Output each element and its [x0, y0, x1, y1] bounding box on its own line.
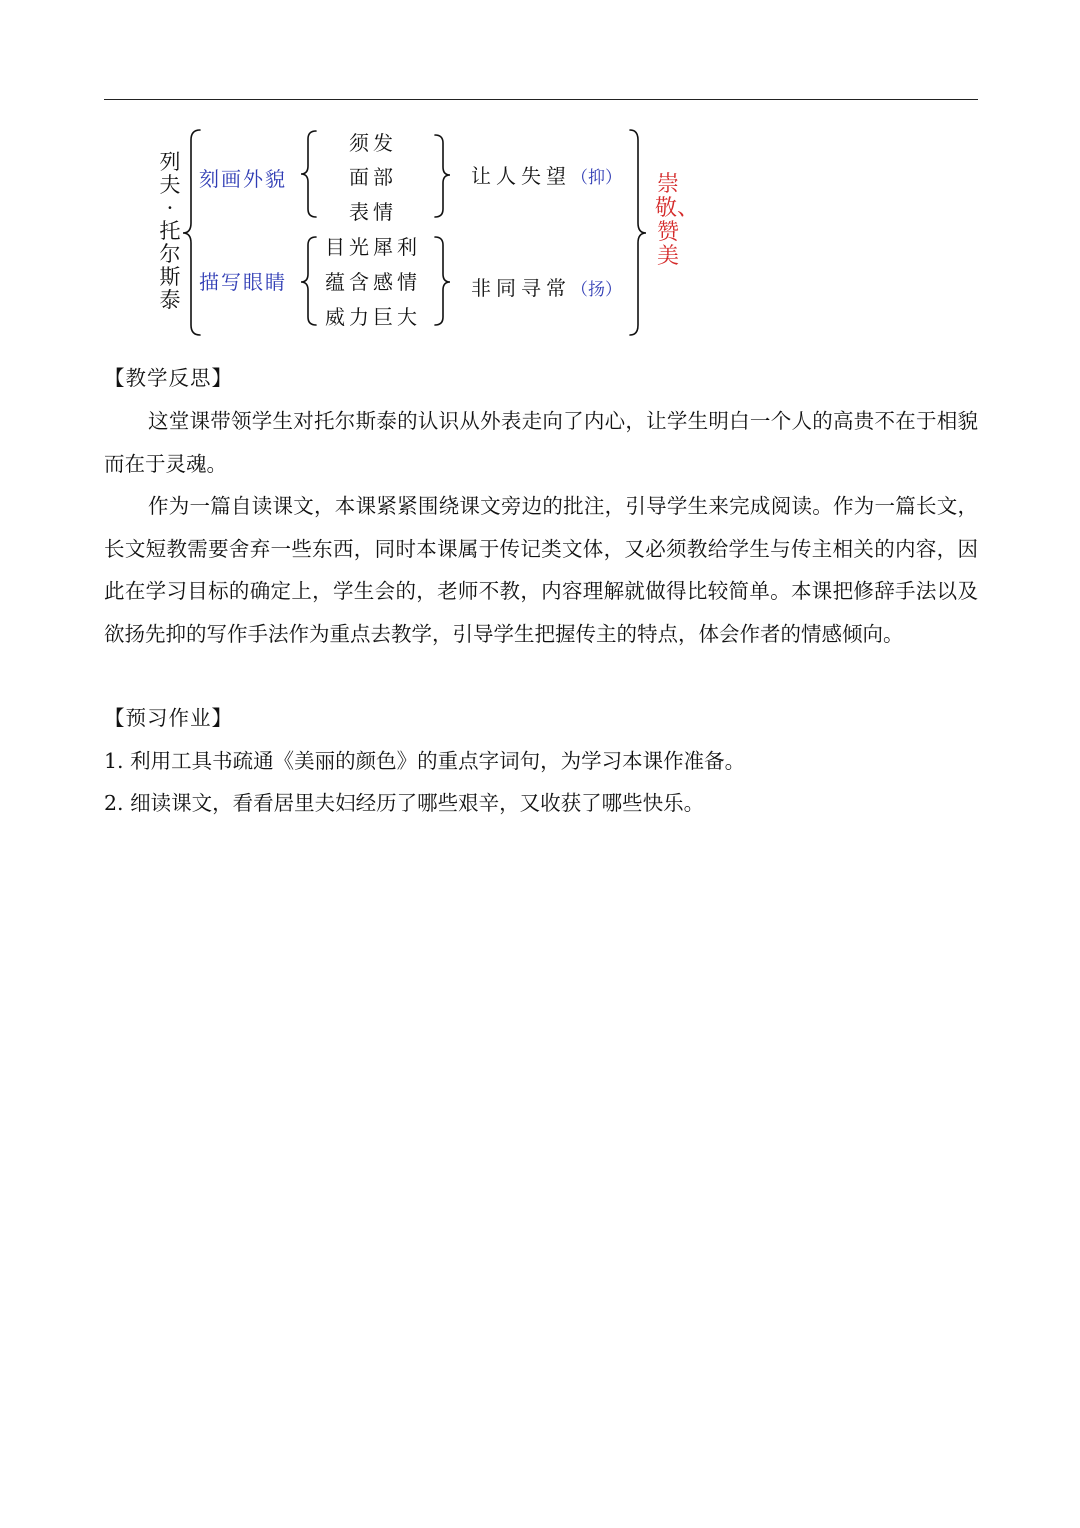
result-appearance [471, 160, 622, 189]
conclusion-text: 崇敬、赞美 [655, 172, 700, 269]
branch-eyes-label: 描写眼睛 [199, 270, 287, 294]
appearance-right-brace [435, 135, 450, 217]
branch-appearance-label: 刻画外貌 [199, 167, 287, 191]
homework-item: 1. 利用工具书疏通《美丽的颜色》的重点字词句，为学习本课作准备。 [104, 749, 746, 773]
result-text: 让人失望 [471, 164, 571, 188]
detail-item: 面部 [349, 165, 397, 189]
detail-item: 蕴含感情 [325, 270, 421, 294]
homework-heading: 【预习作业】 [104, 706, 233, 730]
appearance-left-brace [301, 131, 316, 217]
diagram-braces [150, 125, 710, 345]
detail-item: 威力巨大 [325, 305, 421, 329]
reflection-paragraph: 作为一篇自读课文，本课紧紧围绕课文旁边的批注，引导学生来完成阅读。作为一篇长文，长文短教需要舍弃一些东西，同时本课属于传记类文体，又必须教给学生与传主相关的内容，因此在学习目标的确定上，学生会的，老师不教，内容理解就做得比较简单。本课把修辞手法以及欲扬先抑的写作手法作为重点去教学，引导学生把握传主的特点，体会作者的情感倾向。 [104, 494, 978, 646]
result-tag: （扬） [571, 280, 622, 300]
detail-item: 表情 [349, 200, 397, 224]
result-text: 非同寻常 [471, 276, 571, 300]
conclusion-brace [630, 130, 646, 335]
root-brace [183, 130, 200, 335]
result-tag: （抑） [571, 168, 622, 188]
structure-diagram [150, 125, 710, 345]
homework-item: 2. 细读课文，看看居里夫妇经历了哪些艰辛，又收获了哪些快乐。 [104, 791, 705, 815]
result-eyes [471, 272, 622, 301]
detail-item: 须发 [349, 131, 397, 155]
eyes-left-brace [301, 237, 316, 325]
root-title: 列夫·托尔斯泰 [159, 150, 181, 312]
reflection-paragraph: 这堂课带领学生对托尔斯泰的认识从外表走向了内心，让学生明白一个人的高贵不在于相貌而在于灵魂。 [104, 409, 978, 476]
header-rule [104, 99, 978, 100]
reflection-heading: 【教学反思】 [104, 366, 233, 390]
eyes-right-brace [435, 237, 450, 325]
detail-item: 目光犀利 [325, 235, 421, 259]
